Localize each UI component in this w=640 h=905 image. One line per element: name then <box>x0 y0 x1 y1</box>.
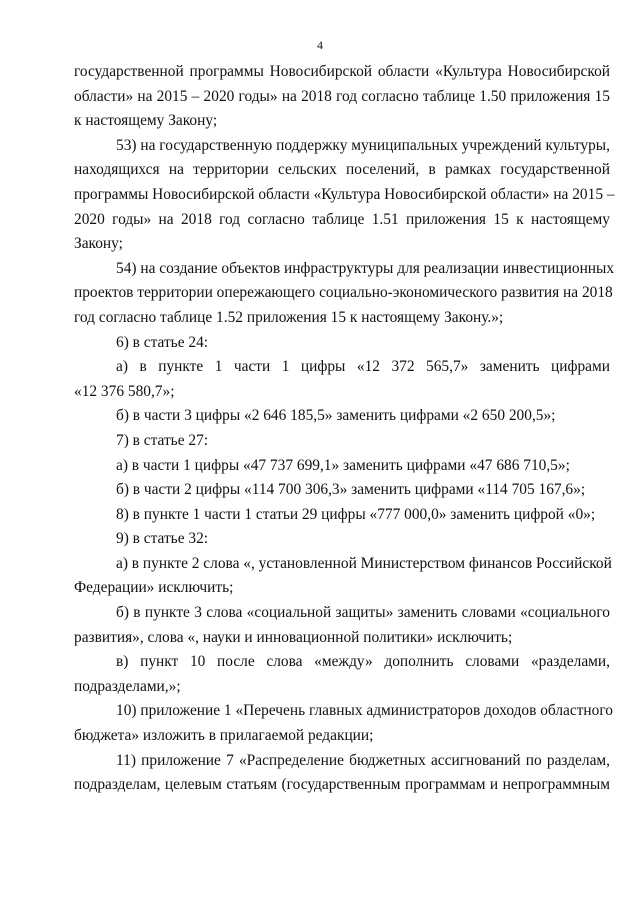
text-line: 54) на создание объектов инфраструктуры для реализации инвестиционных <box>116 259 615 277</box>
text-line: а) в части 1 цифры «47 737 699,1» заменить цифрами «47 686 710,5»; <box>116 456 570 474</box>
text-line: 53) на государственную поддержку муниципальных учреждений культуры, <box>116 136 610 154</box>
text-line: а) в пункте 2 слова «, установленной Министерством финансов Российской <box>116 554 612 572</box>
text-line: б) в части 2 цифры «114 700 306,3» заменить цифрами «114 705 167,6»; <box>116 481 586 499</box>
text-line: государственной программы Новосибирской области «Культура Новосибирской <box>74 63 610 80</box>
text-line: 6) в статье 24: <box>116 333 209 351</box>
text-line: б) в части 3 цифры «2 646 185,5» заменить цифрами «2 650 200,5»; <box>116 407 556 425</box>
page-number: 4 <box>317 38 323 52</box>
text-line: области» на 2015 – 2020 годы» на 2018 год согласно таблице 1.50 приложения 15 <box>74 87 610 105</box>
text-line: к настоящему Закону; <box>74 112 218 130</box>
text-line: в) пункт 10 после слова «между» дополнить словами «разделами, <box>116 653 610 671</box>
text-line: «12 376 580,7»; <box>74 382 175 400</box>
text-line: проектов территории опережающего социально-экономического развития на 2018 <box>74 284 613 302</box>
text-line: находящихся на территории сельских поселений, в рамках государственной <box>74 161 610 179</box>
text-line: 7) в статье 27: <box>116 431 209 449</box>
text-line: Закону; <box>74 235 123 253</box>
document-body <box>74 60 615 798</box>
text-line: 2020 годы» на 2018 год согласно таблице 1.51 приложения 15 к настоящему <box>74 210 610 228</box>
text-line: 8) в пункте 1 части 1 статьи 29 цифры «777 000,0» заменить цифрой «0»; <box>116 505 596 523</box>
text-line: 10) приложение 1 «Перечень главных администраторов доходов областного <box>116 702 613 720</box>
text-line: Федерации» исключить; <box>74 579 234 597</box>
text-line: программы Новосибирской области «Культура Новосибирской области» на 2015 – <box>74 185 615 203</box>
text-line: подразделам, целевым статьям (государственным программам и непрограммным <box>74 776 610 794</box>
text-line: 11) приложение 7 «Распределение бюджетных ассигнований по разделам, <box>116 751 610 769</box>
text-line: бюджета» изложить в прилагаемой редакции; <box>74 727 374 745</box>
text-line: год согласно таблице 1.52 приложения 15 к настоящему Закону.»; <box>74 308 504 326</box>
text-line: а) в пункте 1 части 1 цифры «12 372 565,7» заменить цифрами <box>116 358 610 376</box>
text-line: б) в пункте 3 слова «социальной защиты» заменить словами «социального <box>116 604 610 622</box>
text-line: развития», слова «, науки и инновационной политики» исключить; <box>74 628 513 646</box>
text-line: подразделами,»; <box>74 677 181 695</box>
text-line: 9) в статье 32: <box>116 530 209 548</box>
